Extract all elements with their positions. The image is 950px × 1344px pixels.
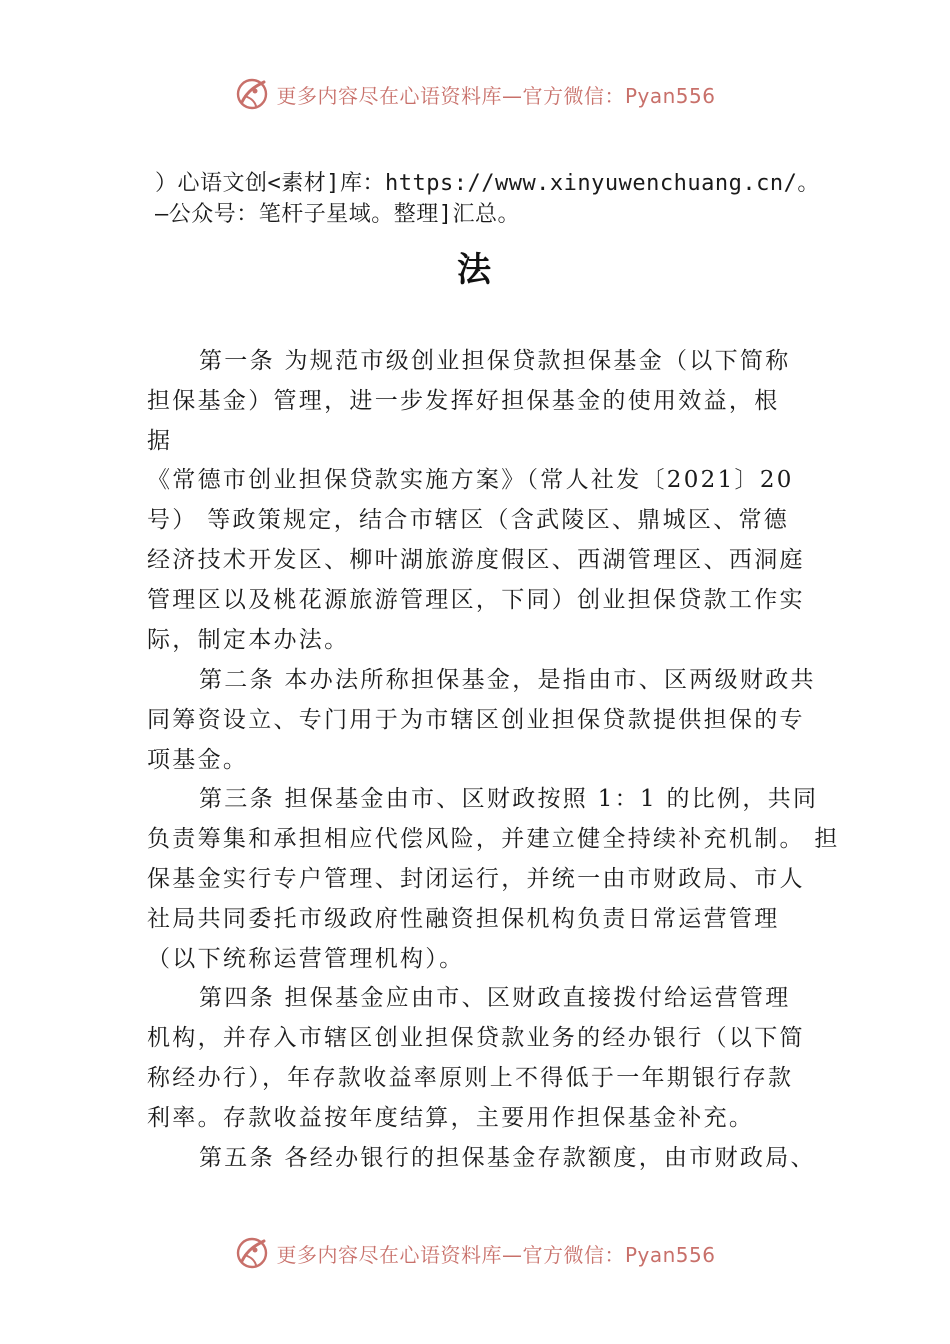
- text-line: 第五条 各经办银行的担保基金存款额度，由市财政局、: [199, 1144, 816, 1171]
- text-line: 称经办行），年存款收益率原则上不得低于一年期银行存款: [147, 1064, 794, 1091]
- source-note-line-1: ）心语文创<素材]库：https://www.xinyuwenchuang.cn/。: [155, 171, 820, 196]
- text-line: 保基金实行专户管理、封闭运行，并统一由市财政局、市人: [147, 865, 805, 892]
- text-line: 第四条 担保基金应由市、区财政直接拨付给运营管理: [199, 985, 791, 1012]
- text-line: 第二条 本办法所称担保基金，是指由市、区两级财政共: [199, 667, 816, 693]
- text-line: 第三条 担保基金由市、区财政按照 1：1 的比例，共同: [199, 786, 819, 813]
- watermark-banner-bottom: [0, 1231, 950, 1275]
- page-title: 法: [457, 250, 493, 290]
- text-line: 机构，并存入市辖区创业担保贷款业务的经办银行（以下简: [147, 1025, 805, 1052]
- text-line: 号） 等政策规定，结合市辖区（含武陵区、鼎城区、常德: [147, 507, 790, 534]
- text-line: 据: [147, 427, 173, 454]
- text-line: 负责筹集和承担相应代偿风险，并建立健全持续补充机制。 担: [147, 826, 840, 853]
- text-line: 担保基金）管理，进一步发挥好担保基金的使用效益，根: [147, 387, 780, 414]
- text-line: 经济技术开发区、柳叶湖旅游度假区、西湖管理区、西洞庭: [147, 546, 805, 573]
- watermark-banner-top: [0, 72, 950, 116]
- text-line: 管理区以及桃花源旅游管理区，下同）创业担保贷款工作实: [147, 586, 805, 613]
- text-line: 社局共同委托市级政府性融资担保机构负责日常运营管理: [147, 905, 780, 932]
- text-line: 第一条 为规范市级创业担保贷款担保基金（以下简称: [199, 348, 791, 374]
- text-line: 同筹资设立、专门用于为市辖区创业担保贷款提供担保的专: [147, 706, 805, 733]
- brand-logo-icon: [234, 1235, 270, 1271]
- watermark-text: 更多内容尽在心语资料库—官方微信：Pyan556: [276, 1242, 716, 1267]
- watermark-text: 更多内容尽在心语资料库—官方微信：Pyan556: [276, 83, 716, 108]
- text-line: 《常德市创业担保贷款实施方案》（常人社发〔2021〕20: [147, 467, 794, 494]
- text-line: 项基金。: [147, 746, 249, 773]
- text-line: （以下统称运营管理机构）。: [147, 945, 465, 972]
- article-1: [147, 342, 815, 660]
- brand-logo-icon: [234, 76, 270, 112]
- text-line: 际，制定本办法。: [147, 626, 350, 653]
- articles-2-to-5: [147, 661, 840, 1178]
- text-line: 利率。存款收益按年度结算，主要用作担保基金补充。: [147, 1104, 755, 1131]
- source-note-line-2: —公众号：笔杆子星域。整理]汇总。: [155, 202, 520, 227]
